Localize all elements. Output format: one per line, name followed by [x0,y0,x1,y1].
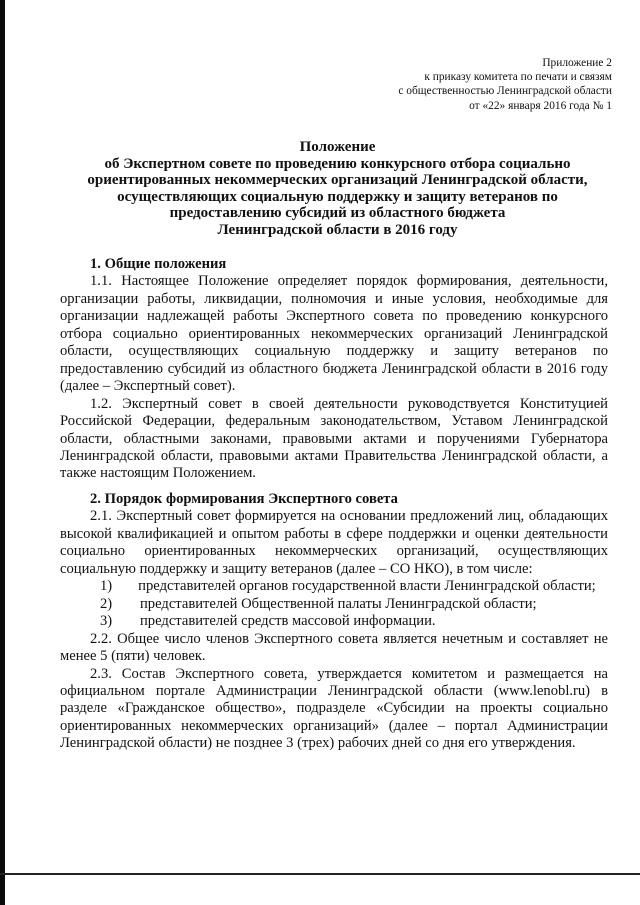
list-item-1-number: 1) [100,578,113,595]
section-1-heading: 1. Общие положения [90,256,227,272]
section-general-provisions [60,256,608,483]
list-item-1 [60,578,608,595]
scan-border-left [0,0,5,905]
list-item-3-text: представителей средств массовой информации. [140,613,436,630]
scan-line-bottom [0,873,640,875]
title-line-3: ориентированных некоммерческих организаций Ленинградской области, [87,172,588,189]
title-line-5: предоставлению субсидий из областного бюджета [169,205,506,222]
document-title [60,139,615,239]
appendix-header [398,56,612,113]
list-item-3 [60,613,608,630]
paragraph-2-1: 2.1. Экспертный совет формируется на основании предложений лиц, обладающих высокой квалификацией и опытом работы в сфере поддержки и оценки деятельности социально ориентированных некоммерческих организаций, осуществляющих социальную поддержку и защиту ветеранов (далее – СО НКО), в том числе: [60,508,608,577]
paragraph-2-2: 2.2. Общее число членов Экспертного совета является нечетным и составляет не менее 5 (пяти) человек. [60,630,608,665]
appendix-line-4: от «22» января 2016 года № 1 [469,99,612,112]
section-council-formation [60,491,608,753]
section-2-heading: 2. Порядок формирования Экспертного совета [90,491,398,507]
appendix-line-1: Приложение 2 [542,57,612,69]
appendix-line-2: к приказу комитета по печати и связям [424,71,612,84]
list-item-2-number: 2) [100,595,113,612]
title-line-1: Положение [299,139,376,155]
title-line-2: об Экспертном совете по проведению конкурсного отбора социально [104,155,571,172]
list-item-2 [60,596,608,613]
title-line-4: осуществляющих социальную поддержку и защиту ветеранов по [117,188,558,205]
paragraph-2-3: 2.3. Состав Экспертного совета, утверждается комитетом и размещается на официальном портале Администрации Ленинградской области (www.lenobl.ru) в разделе «Гражданское общество», подразделе «Субсидии на проекты социально ориентированных некоммерческих организаций» (далее – портал Администрации Ленинградской области) не позднее 3 (трех) рабочих дней со дня его утверждения. [60,665,608,752]
appendix-line-3: с общественностью Ленинградской области [398,85,612,98]
paragraph-1-2: 1.2. Экспертный совет в своей деятельности руководствуется Конституцией Российской Федерации, федеральным законодательством, Уставом Ленинградской области, областными законами, правовыми актами и поручениями Губернатора Ленинградской области, правовыми актами Правительства Ленинградской области, а также настоящим Положением. [60,395,608,482]
list-item-3-number: 3) [100,613,113,630]
list-item-2-text: представителей Общественной палаты Ленинградской области; [140,595,537,612]
list-item-1-text: представителей органов государственной власти Ленинградской области; [138,578,596,595]
title-line-6: Ленинградской области в 2016 году [217,221,458,238]
paragraph-1-1: 1.1. Настоящее Положение определяет порядок формирования, деятельности, организации работы, ликвидации, полномочия и иные условия, необходимые для организации надлежащей работы Экспертного совета по проведению конкурсного отбора социально ориентированных некоммерческих организаций Ленинградской области, осуществляющих социальную поддержку и защиту ветеранов по предоставлению субсидий из областного бюджета Ленинградской области в 2016 году (далее – Экспертный совет). [60,273,608,395]
